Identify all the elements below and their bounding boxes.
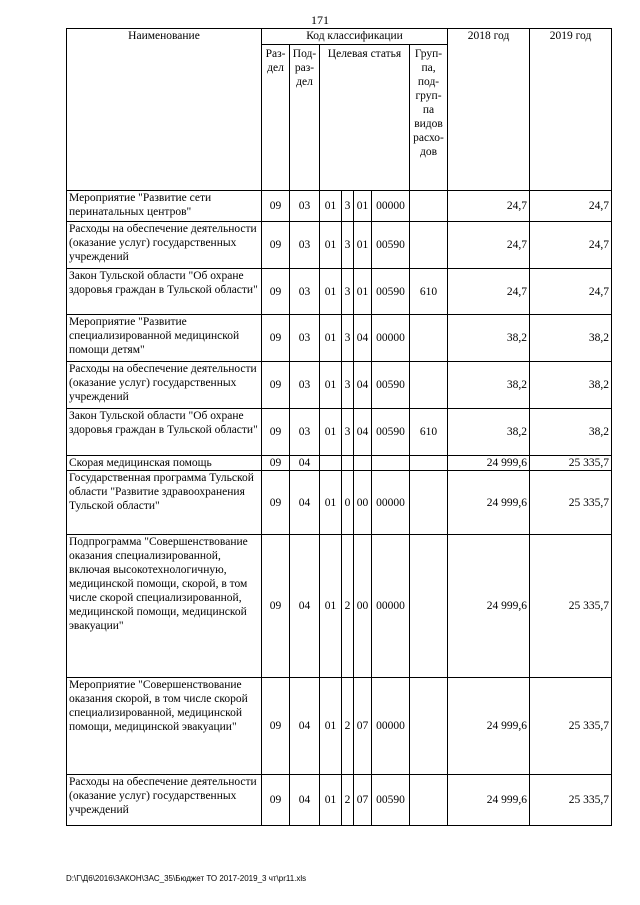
cell-2018: 24 999,6 xyxy=(448,535,530,678)
cell-expense-group xyxy=(410,471,448,535)
cell-subsection: 03 xyxy=(290,315,320,362)
cell-target-subprogram: 3 xyxy=(342,409,354,456)
cell-target-subprogram: 2 xyxy=(342,535,354,678)
header-subsection: Под-раз-дел xyxy=(290,45,320,191)
cell-target-subprogram: 0 xyxy=(342,471,354,535)
cell-2018: 24,7 xyxy=(448,191,530,222)
cell-target-program: 01 xyxy=(320,775,342,826)
cell-2019: 25 335,7 xyxy=(530,535,612,678)
cell-subsection: 03 xyxy=(290,222,320,269)
cell-2018: 38,2 xyxy=(448,409,530,456)
cell-target-direction: 00590 xyxy=(372,775,410,826)
table-row xyxy=(67,222,612,269)
header-code: Код классификации xyxy=(262,29,448,45)
cell-2018: 38,2 xyxy=(448,362,530,409)
cell-2018: 24 999,6 xyxy=(448,471,530,535)
cell-expense-group xyxy=(410,362,448,409)
table-row xyxy=(67,535,612,678)
cell-2018: 24 999,6 xyxy=(448,456,530,471)
row-name: Мероприятие "Развитие сети перинатальных центров" xyxy=(67,191,262,222)
cell-target-event: 01 xyxy=(354,191,372,222)
cell-target-program: 01 xyxy=(320,222,342,269)
table-row xyxy=(67,456,612,471)
cell-2019: 25 335,7 xyxy=(530,775,612,826)
cell-2019: 24,7 xyxy=(530,191,612,222)
table-row xyxy=(67,409,612,456)
cell-target-direction: 00000 xyxy=(372,191,410,222)
row-name: Закон Тульской области "Об охране здоровья граждан в Тульской области" xyxy=(67,409,262,456)
cell-section: 09 xyxy=(262,456,290,471)
cell-target-direction: 00000 xyxy=(372,315,410,362)
row-name: Расходы на обеспечение деятельности (оказание услуг) государственных учреждений xyxy=(67,222,262,269)
cell-subsection: 04 xyxy=(290,678,320,775)
row-name: Подпрограмма "Совершенствование оказания специализированной, включая высокотехнологичную, медицинской помощи, скорой, в том числе скорой специализированной, медицинской помощи, медицинской эвакуации" xyxy=(67,535,262,678)
cell-target-direction: 00590 xyxy=(372,409,410,456)
cell-target-direction: 00590 xyxy=(372,362,410,409)
cell-target-event: 04 xyxy=(354,409,372,456)
cell-target-direction xyxy=(372,456,410,471)
header-group: Груп-па, под-груп-па видов расхо-дов xyxy=(410,45,448,191)
cell-2019: 38,2 xyxy=(530,362,612,409)
row-name: Расходы на обеспечение деятельности (оказание услуг) государственных учреждений xyxy=(67,775,262,826)
cell-expense-group xyxy=(410,456,448,471)
cell-target-direction: 00000 xyxy=(372,535,410,678)
row-name: Государственная программа Тульской области "Развитие здравоохранения Тульской области" xyxy=(67,471,262,535)
cell-target-program xyxy=(320,456,342,471)
cell-subsection: 03 xyxy=(290,362,320,409)
cell-expense-group: 610 xyxy=(410,269,448,315)
table-row xyxy=(67,191,612,222)
cell-2019: 24,7 xyxy=(530,269,612,315)
cell-expense-group xyxy=(410,315,448,362)
cell-2018: 38,2 xyxy=(448,315,530,362)
cell-expense-group: 610 xyxy=(410,409,448,456)
cell-2019: 38,2 xyxy=(530,315,612,362)
table-row xyxy=(67,315,612,362)
cell-section: 09 xyxy=(262,315,290,362)
cell-section: 09 xyxy=(262,535,290,678)
cell-target-event: 01 xyxy=(354,269,372,315)
cell-target-event: 01 xyxy=(354,222,372,269)
table-row xyxy=(67,471,612,535)
cell-2019: 25 335,7 xyxy=(530,456,612,471)
cell-expense-group xyxy=(410,535,448,678)
page-number: 171 xyxy=(311,13,329,27)
cell-target-subprogram: 2 xyxy=(342,678,354,775)
cell-subsection: 04 xyxy=(290,471,320,535)
cell-expense-group xyxy=(410,678,448,775)
cell-target-subprogram: 3 xyxy=(342,222,354,269)
table-row xyxy=(67,269,612,315)
cell-target-program: 01 xyxy=(320,315,342,362)
cell-target-subprogram: 3 xyxy=(342,362,354,409)
cell-target-direction: 00000 xyxy=(372,471,410,535)
cell-subsection: 03 xyxy=(290,191,320,222)
cell-target-program: 01 xyxy=(320,362,342,409)
cell-2019: 24,7 xyxy=(530,222,612,269)
row-name: Скорая медицинская помощь xyxy=(67,456,262,471)
row-name: Расходы на обеспечение деятельности (оказание услуг) государственных учреждений xyxy=(67,362,262,409)
table-row xyxy=(67,362,612,409)
cell-expense-group xyxy=(410,775,448,826)
table-row xyxy=(67,775,612,826)
cell-section: 09 xyxy=(262,269,290,315)
cell-section: 09 xyxy=(262,191,290,222)
cell-subsection: 04 xyxy=(290,775,320,826)
cell-section: 09 xyxy=(262,362,290,409)
table-row xyxy=(67,678,612,775)
footer-path: D:\Г\Д6\2016\ЗАКОН\ЗАС_35\Бюджет ТО 2017-2019_3 чт\pr11.xls xyxy=(66,874,307,883)
cell-target-event xyxy=(354,456,372,471)
cell-target-event: 00 xyxy=(354,535,372,678)
cell-target-subprogram: 3 xyxy=(342,269,354,315)
cell-target-direction: 00590 xyxy=(372,222,410,269)
cell-target-event: 00 xyxy=(354,471,372,535)
cell-section: 09 xyxy=(262,409,290,456)
cell-target-event: 07 xyxy=(354,678,372,775)
header-2018: 2018 год xyxy=(448,29,530,191)
header-target: Целевая статья xyxy=(320,45,410,191)
cell-target-subprogram: 3 xyxy=(342,191,354,222)
cell-2019: 25 335,7 xyxy=(530,678,612,775)
header-2019: 2019 год xyxy=(530,29,612,191)
cell-target-subprogram: 3 xyxy=(342,315,354,362)
cell-2019: 25 335,7 xyxy=(530,471,612,535)
header-section: Раз-дел xyxy=(262,45,290,191)
cell-2018: 24,7 xyxy=(448,222,530,269)
cell-target-subprogram xyxy=(342,456,354,471)
cell-target-direction: 00000 xyxy=(372,678,410,775)
row-name: Мероприятие "Совершенствование оказания скорой, в том числе скорой специализированной, медицинской помощи, медицинской эвакуации" xyxy=(67,678,262,775)
cell-subsection: 03 xyxy=(290,269,320,315)
cell-target-program: 01 xyxy=(320,409,342,456)
cell-target-subprogram: 2 xyxy=(342,775,354,826)
cell-target-program: 01 xyxy=(320,535,342,678)
cell-target-program: 01 xyxy=(320,269,342,315)
cell-expense-group xyxy=(410,222,448,269)
cell-subsection: 04 xyxy=(290,535,320,678)
cell-expense-group xyxy=(410,191,448,222)
cell-target-event: 07 xyxy=(354,775,372,826)
cell-target-direction: 00590 xyxy=(372,269,410,315)
cell-target-event: 04 xyxy=(354,362,372,409)
cell-target-program: 01 xyxy=(320,191,342,222)
cell-target-event: 04 xyxy=(354,315,372,362)
header-name: Наименование xyxy=(67,29,262,191)
cell-2018: 24,7 xyxy=(448,269,530,315)
cell-section: 09 xyxy=(262,678,290,775)
cell-section: 09 xyxy=(262,222,290,269)
cell-2019: 38,2 xyxy=(530,409,612,456)
cell-section: 09 xyxy=(262,471,290,535)
cell-section: 09 xyxy=(262,775,290,826)
cell-2018: 24 999,6 xyxy=(448,775,530,826)
cell-target-program: 01 xyxy=(320,471,342,535)
cell-subsection: 04 xyxy=(290,456,320,471)
row-name: Мероприятие "Развитие специализированной медицинской помощи детям" xyxy=(67,315,262,362)
cell-2018: 24 999,6 xyxy=(448,678,530,775)
budget-table xyxy=(66,28,612,826)
cell-subsection: 03 xyxy=(290,409,320,456)
cell-target-program: 01 xyxy=(320,678,342,775)
row-name: Закон Тульской области "Об охране здоровья граждан в Тульской области" xyxy=(67,269,262,315)
